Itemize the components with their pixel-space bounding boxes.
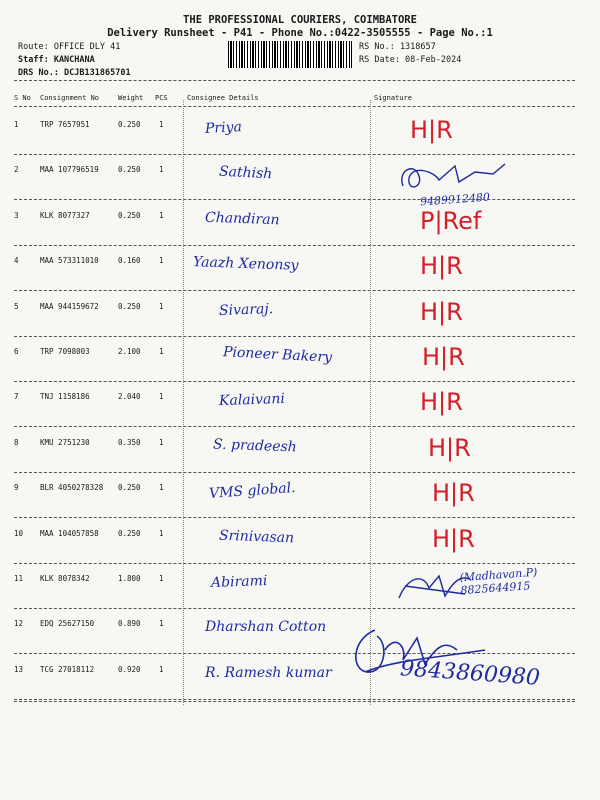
meta-left: [18, 41, 131, 80]
signature-mark: 9489912480: [419, 190, 491, 209]
rs-date: RS Date: 08-Feb-2024: [359, 55, 462, 65]
sno-cell: 4: [14, 256, 19, 266]
scrawl-signature-2: [395, 158, 515, 198]
route-label: Route: OFFICE DLY 41: [18, 42, 121, 52]
pcs-cell: 1: [159, 574, 164, 583]
scrawl-signature-11: [395, 568, 475, 608]
table-row: [0, 116, 600, 162]
pcs-cell: 1: [159, 528, 164, 538]
runsheet-title: Delivery Runsheet - P41 - Phone No.:0422-3505555 - Page No.:1: [107, 27, 493, 39]
signature-mark: H|R: [410, 116, 453, 144]
sno-cell: 8: [14, 437, 19, 447]
divider: [14, 80, 575, 81]
weight-cell: 0.350: [118, 437, 141, 447]
consignee-name: Pioneer Bakery: [222, 344, 333, 366]
sno-cell: 6: [14, 347, 19, 356]
consignee-name: Kalaivani: [218, 391, 286, 410]
pcs-cell: 1: [159, 392, 164, 402]
sno-cell: 1: [14, 120, 19, 129]
signature-mark: H|R: [428, 433, 471, 462]
row-divider: [14, 426, 575, 427]
pcs-cell: 1: [159, 437, 164, 447]
row-divider: [14, 699, 575, 700]
consignment-cell: TRP 7657951: [40, 120, 90, 129]
sno-cell: 9: [14, 483, 19, 493]
weight-cell: 0.920: [118, 664, 141, 674]
rs-number: RS No.: 1318657: [359, 42, 436, 52]
table-row: [0, 252, 600, 298]
consignee-name: Sivaraj.: [218, 300, 274, 319]
weight-cell: 1.800: [118, 574, 141, 583]
weight-cell: 0.250: [118, 165, 141, 175]
consignment-cell: MAA 107796519: [40, 165, 99, 175]
drs-label: DRS No.: DCJB131865701: [18, 68, 131, 78]
consignment-cell: MAA 944159672: [40, 301, 99, 311]
table-row: [0, 525, 600, 571]
consignment-cell: MAA 104057858: [40, 528, 99, 538]
weight-cell: 0.250: [118, 528, 141, 538]
col-header-consignment: Consignment No: [40, 94, 100, 102]
signature-mark: (Madhavan.P) 8825644915: [459, 565, 538, 598]
signature-mark: H|R: [420, 252, 463, 281]
table-row: [0, 298, 600, 344]
consignee-name: Sathish: [218, 164, 273, 183]
col-header-sno: S No: [14, 94, 31, 102]
row-divider: [14, 154, 575, 155]
consignment-cell: MAA 573311010: [40, 256, 99, 266]
table-row: [0, 343, 600, 389]
consignee-name: Abirami: [210, 573, 268, 591]
row-divider: [14, 563, 575, 564]
sno-cell: 13: [14, 664, 24, 674]
pcs-cell: 1: [159, 210, 164, 220]
pcs-cell: 1: [159, 347, 164, 356]
weight-cell: 0.250: [118, 301, 141, 311]
scrawl-signature-12-13: [345, 620, 495, 690]
consignee-name: Dharshan Cotton: [205, 619, 327, 636]
consignee-name: Srinivasan: [218, 527, 295, 546]
pcs-cell: 1: [159, 120, 164, 129]
meta-right: [359, 41, 461, 67]
sno-cell: 12: [14, 619, 24, 629]
consignee-name: Chandiran: [204, 209, 280, 229]
consignee-name: Yaazh Xenonsy: [192, 254, 299, 275]
consignment-cell: TRP 7098003: [40, 347, 90, 356]
row-divider: [14, 381, 575, 382]
table-row: [0, 207, 600, 253]
staff-label: Staff: KANCHANA: [18, 55, 95, 65]
weight-cell: 2.100: [118, 347, 141, 356]
col-header-pcs: PCS: [155, 94, 168, 102]
pcs-cell: 1: [159, 664, 164, 674]
sno-cell: 10: [14, 528, 24, 538]
consignment-cell: KLK 8077327: [40, 210, 90, 220]
table-row: [0, 565, 600, 616]
barcode-image: [228, 41, 352, 68]
table-row: [0, 655, 600, 707]
pcs-cell: 1: [159, 619, 164, 629]
col-header-details: Consignee Details: [187, 94, 259, 102]
consignment-cell: BLR 4050278328: [40, 483, 104, 493]
signature-mark: P|Ref: [420, 206, 482, 235]
col-header-weight: Weight: [118, 94, 144, 102]
weight-cell: 0.890: [118, 619, 141, 629]
divider: [14, 106, 575, 107]
signature-mark: H|R: [422, 343, 465, 371]
weight-cell: 2.040: [118, 392, 141, 402]
row-divider: [14, 290, 575, 291]
pcs-cell: 1: [159, 483, 164, 493]
pcs-cell: 1: [159, 301, 164, 311]
consignment-cell: KMU 2751230: [40, 437, 90, 447]
pcs-cell: 1: [159, 165, 164, 175]
signature-mark: H|R: [432, 479, 475, 508]
pcs-cell: 1: [159, 256, 164, 266]
consignment-cell: KLK 8078342: [40, 574, 90, 583]
consignee-name: VMS global.: [208, 480, 297, 503]
consignee-name: R. Ramesh kumar: [205, 664, 332, 681]
consignment-cell: TCG 27018112: [40, 664, 95, 674]
sno-cell: 11: [14, 574, 24, 583]
consignment-cell: EDQ 25627150: [40, 619, 95, 629]
row-divider: [14, 199, 575, 200]
weight-cell: 0.250: [118, 120, 141, 129]
divider: [14, 701, 575, 702]
row-divider: [14, 245, 575, 246]
row-divider: [14, 608, 575, 609]
row-divider: [14, 472, 575, 473]
row-divider: [14, 517, 575, 518]
consignment-cell: TNJ 1158186: [40, 392, 90, 402]
sno-cell: 2: [14, 165, 19, 175]
table-row: [0, 615, 600, 661]
consignee-name: Priya: [204, 119, 243, 137]
table-row: [0, 434, 600, 480]
signature-mark: 9843860980: [399, 655, 541, 691]
weight-cell: 0.250: [118, 210, 141, 220]
table-row: [0, 388, 600, 434]
weight-cell: 0.160: [118, 256, 141, 266]
table-row: [0, 479, 600, 525]
consignee-name: S. pradeesh: [212, 436, 297, 456]
signature-mark: H|R: [432, 524, 475, 553]
sno-cell: 7: [14, 392, 19, 402]
row-divider: [14, 336, 575, 337]
signature-mark: H|R: [420, 297, 463, 326]
company-name: THE PROFESSIONAL COURIERS, COIMBATORE: [183, 14, 417, 26]
sno-cell: 3: [14, 210, 19, 220]
weight-cell: 0.250: [118, 483, 141, 493]
col-header-signature: Signature: [374, 94, 412, 102]
sno-cell: 5: [14, 301, 19, 311]
signature-mark: H|R: [420, 388, 463, 417]
